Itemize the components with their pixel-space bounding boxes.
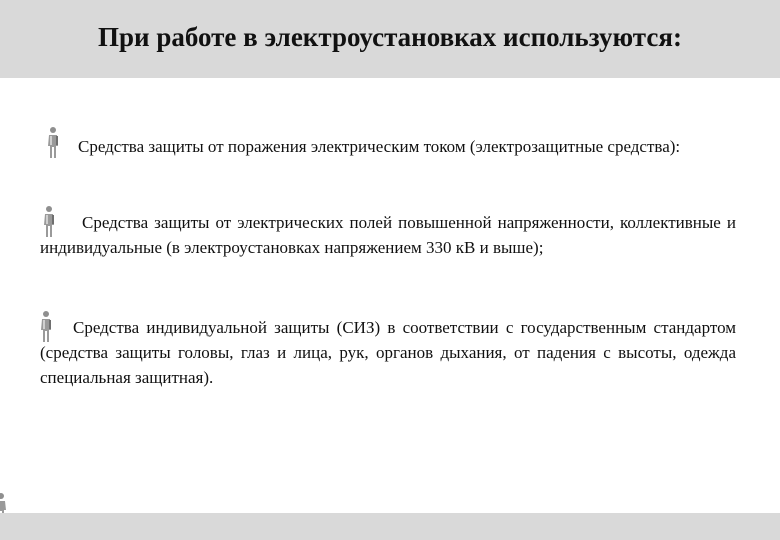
- list-item: [40, 210, 736, 260]
- list-item: [40, 134, 736, 159]
- list-item: [40, 315, 736, 390]
- bottom-bar: [0, 513, 780, 540]
- list-item-text: Средства защиты от электрических полей повышенной напряженности, коллективные и индивидуальные (в электроустановках напряжением 330 кВ и выше);: [40, 213, 736, 257]
- list-item-text: Средства индивидуальной защиты (СИЗ) в соответствии с государственным стандартом (средства защиты головы, глаз и лица, рук, органов дыхания, от падения с высоты, одежда специальная защитная).: [40, 318, 736, 387]
- list-item-text: Средства защиты от поражения электрическим током (электрозащитные средства):: [78, 137, 681, 156]
- slide-title: При работе в электроустановках используются:: [98, 22, 682, 52]
